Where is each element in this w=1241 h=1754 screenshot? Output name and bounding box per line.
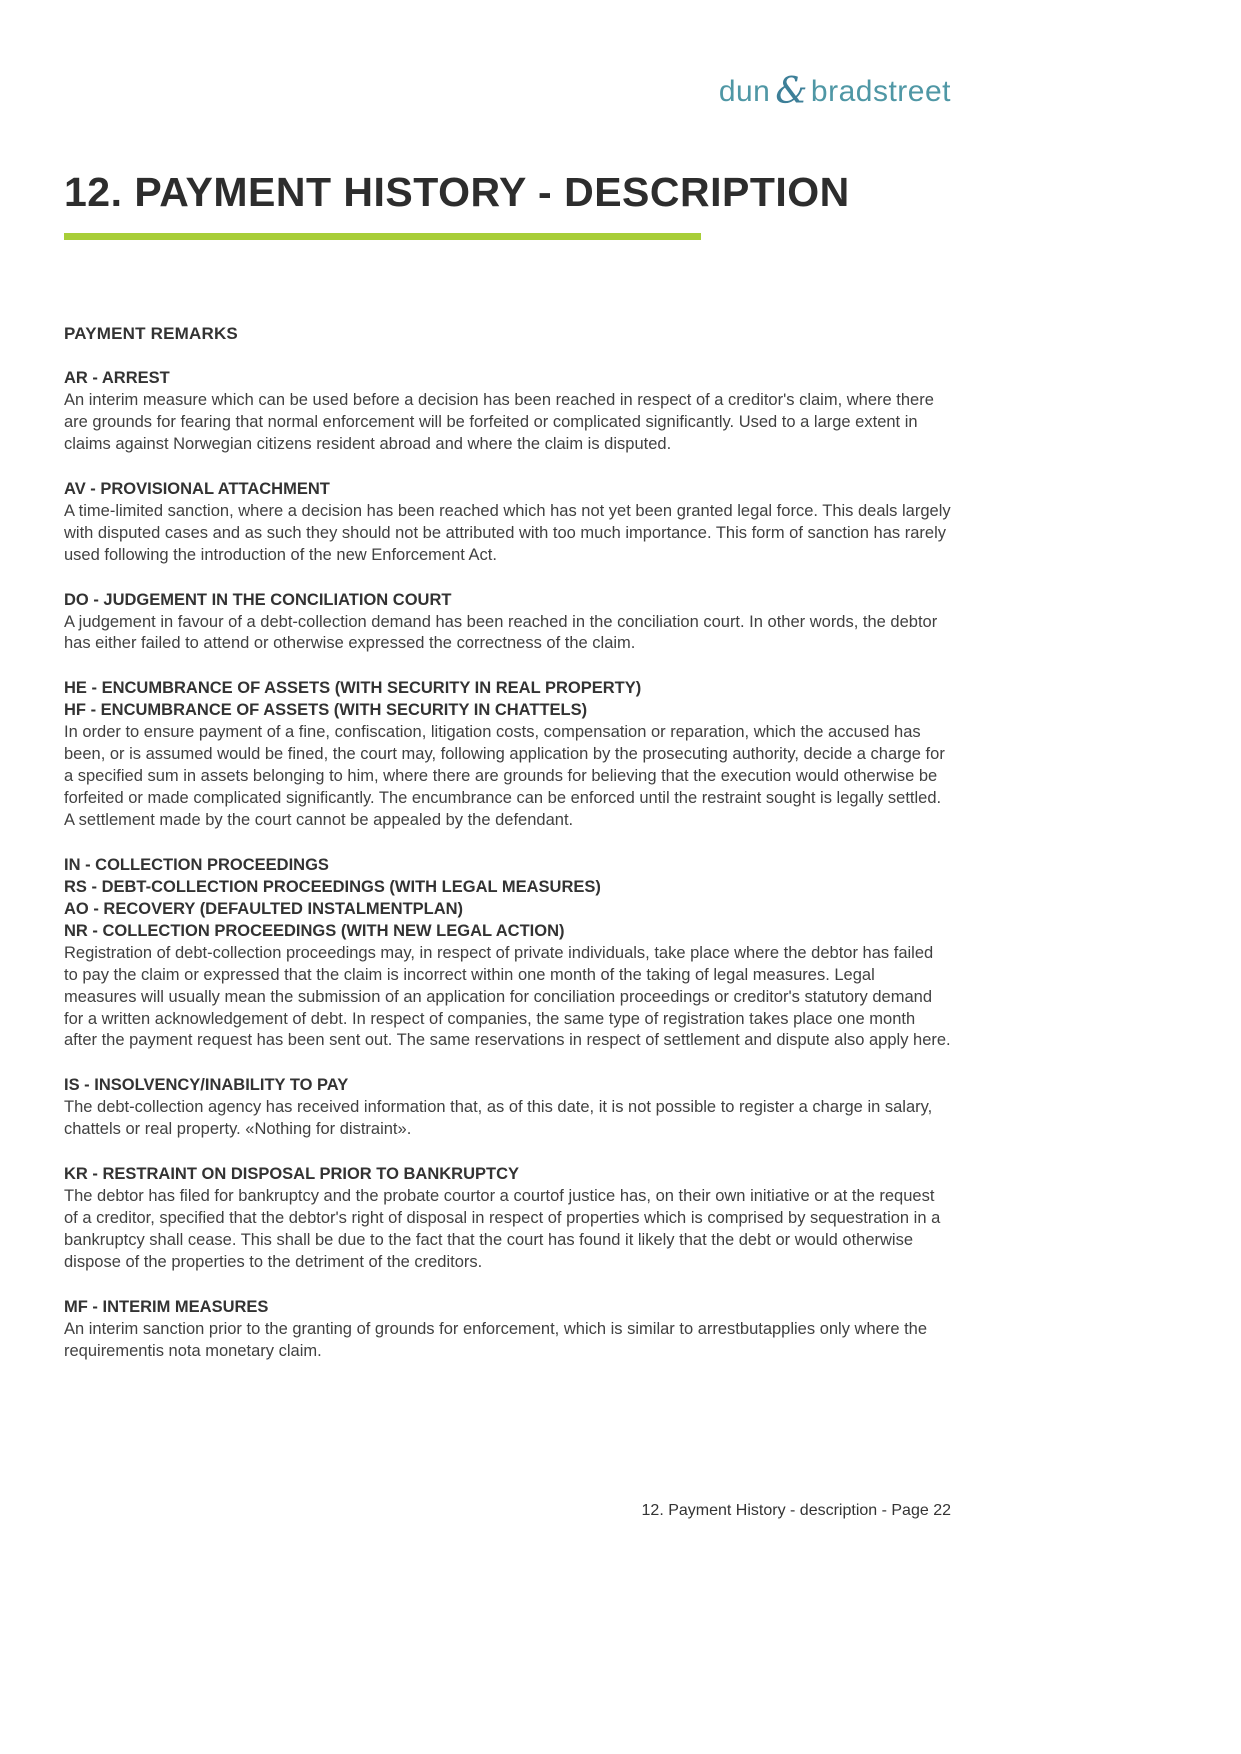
entry-code-heading: AR - ARREST [64, 369, 170, 388]
entry-code-heading: IN - COLLECTION PROCEEDINGS [64, 855, 329, 874]
entry-code-heading: MF - INTERIM MEASURES [64, 1297, 269, 1316]
entry-body-text: The debt-collection agency has received information that, as of this date, it is not possible to register a charge in salary, chattels or real property. «Nothing for distraint». [64, 1098, 933, 1139]
entry-body-text: An interim measure which can be used before a decision has been reached in respect of a creditor's claim, where there are grounds for fearing that normal enforcement will be forfeited or complicated significantly. Used to a large extent in claims against Norwegian citizens resident abroad and where the claim is disputed. [64, 391, 934, 453]
entry-body-text: The debtor has filed for bankruptcy and the probate courtor a courtof justice has, on their own initiative or at the request of a creditor, specified that the debtor's right of disposal in respect of properties which is comprised by sequestration in a bankruptcy shall cease. This shall be due to the fact that the court has found it likely that the debt or would otherwise dispose of the properties to the detriment of the creditors. [64, 1187, 941, 1271]
logo-word-dun: dun [718, 75, 771, 108]
entry-code-heading: AO - RECOVERY (DEFAULTED INSTALMENTPLAN) [64, 899, 464, 918]
logo-ampersand-icon: & [775, 71, 808, 112]
title-underline-rule [64, 233, 701, 240]
payment-remark-entry [64, 1075, 951, 1141]
entry-code-heading: HF - ENCUMBRANCE OF ASSETS (WITH SECURITY IN CHATTELS) [64, 701, 588, 720]
entry-body-text: Registration of debt-collection proceedings may, in respect of private individuals, take place where the debtor has failed to pay the claim or expressed that the claim is incorrect within one month of the taking of legal measures. Legal measures will usually mean the submission of an application for conciliation proceedings or creditor's statutory demand for a written acknowledgement of debt. In respect of companies, the same type of registration takes place one month after the payment request has been sent out. The same reservations in respect of settlement and dispute also apply here. [64, 943, 951, 1050]
entry-body-text: In order to ensure payment of a fine, confiscation, litigation costs, compensation or reparation, which the accused has been, or is assumed would be fined, the court may, following application by the prosecuting authority, decide a charge for a specified sum in assets belonging to him, where there are grounds for believing that the execution would otherwise be forfeited or made complicated significantly. The encumbrance can be enforced until the restraint sought is legally settled. A settlement made by the court cannot be appealed by the defendant. [64, 723, 945, 830]
payment-remark-entry [64, 1297, 951, 1363]
payment-remark-entry [64, 479, 951, 567]
entry-code-heading: KR - RESTRAINT ON DISPOSAL PRIOR TO BANKRUPTCY [64, 1165, 519, 1184]
entry-code-heading: RS - DEBT-COLLECTION PROCEEDINGS (WITH LEGAL MEASURES) [64, 877, 601, 896]
dnb-logo [64, 0, 951, 112]
payment-remarks-list [64, 368, 951, 1363]
payment-remark-entry [64, 590, 951, 656]
entry-code-heading: NR - COLLECTION PROCEEDINGS (WITH NEW LEGAL ACTION) [64, 921, 565, 940]
content-column [64, 0, 951, 1363]
section-heading: PAYMENT REMARKS [64, 324, 238, 344]
entry-body-text: A time-limited sanction, where a decision has been reached which has not yet been granted legal force. This deals largely with disputed cases and as such they should not be attributed with too much importance. This form of sanction has rarely used following the introduction of the new Enforcement Act. [64, 501, 951, 564]
entry-body-text: An interim sanction prior to the granting of grounds for enforcement, which is similar to arrestbutapplies only where the requirementis nota monetary claim. [64, 1319, 928, 1360]
logo-word-bradstreet: bradstreet [810, 75, 951, 108]
entry-body-text: A judgement in favour of a debt-collection demand has been reached in the conciliation court. In other words, the debtor has either failed to attend or otherwise expressed the correctness of the claim. [64, 612, 938, 653]
entry-code-heading: IS - INSOLVENCY/INABILITY TO PAY [64, 1076, 349, 1095]
payment-remark-entry [64, 855, 951, 1052]
page-footer: 12. Payment History - description - Page 22 [641, 1502, 951, 1519]
entry-code-heading: DO - JUDGEMENT IN THE CONCILIATION COURT [64, 590, 452, 609]
page-title: 12. PAYMENT HISTORY - DESCRIPTION [64, 169, 850, 215]
entry-code-heading: AV - PROVISIONAL ATTACHMENT [64, 479, 330, 498]
payment-remark-entry [64, 678, 951, 832]
entry-code-heading: HE - ENCUMBRANCE OF ASSETS (WITH SECURITY IN REAL PROPERTY) [64, 679, 642, 698]
payment-remark-entry [64, 368, 951, 456]
payment-remark-entry [64, 1164, 951, 1274]
